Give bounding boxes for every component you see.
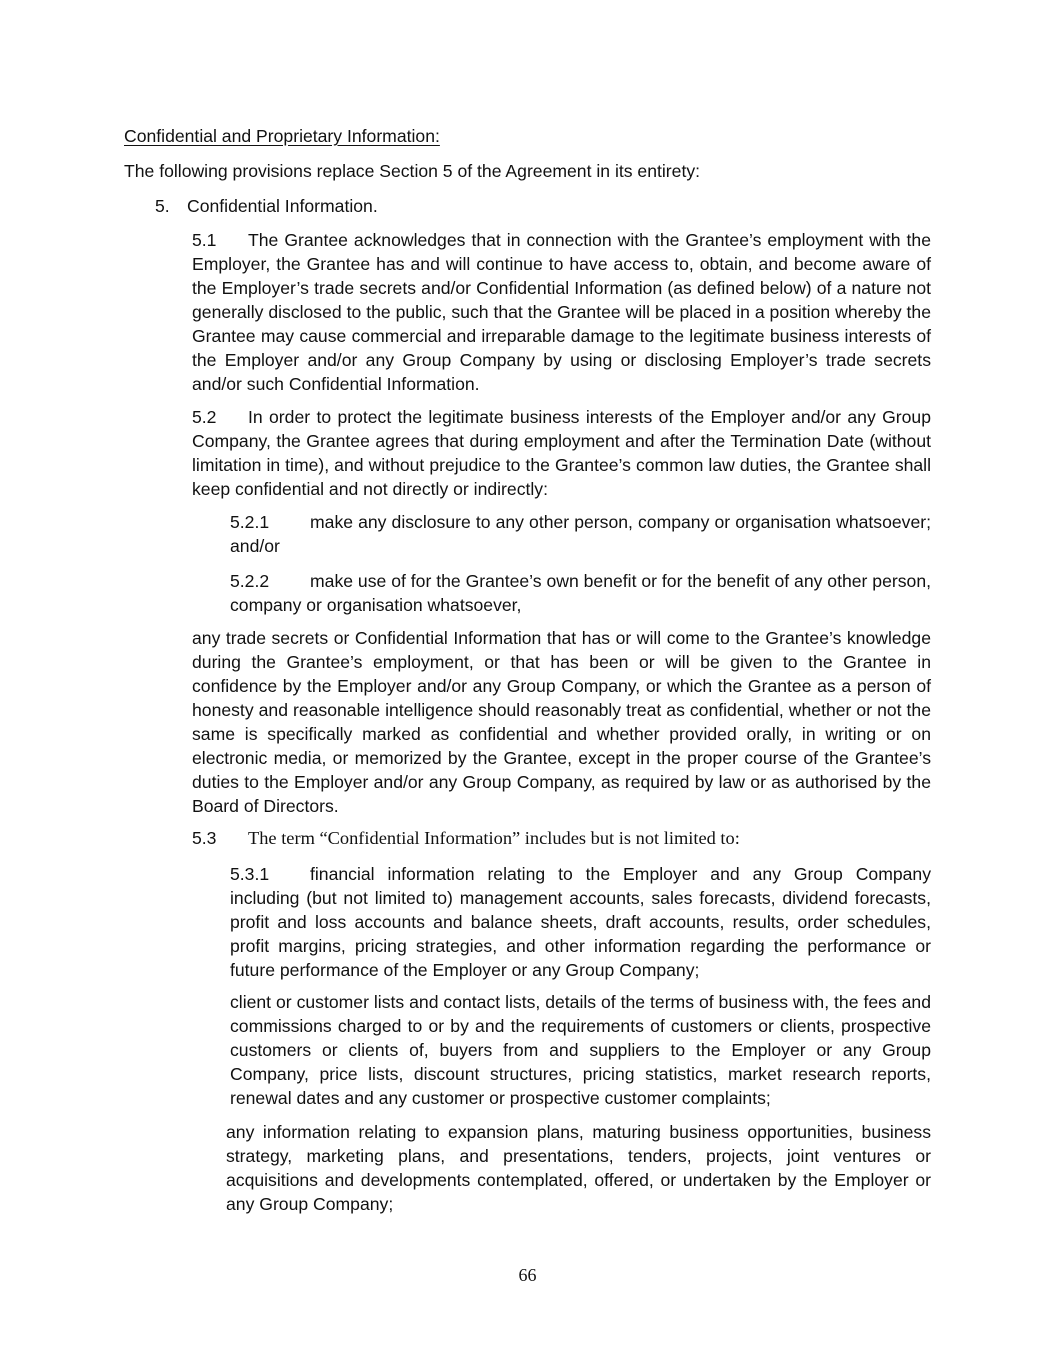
clause-5-2-2-number: 5.2.2	[230, 571, 270, 591]
clause-5-2	[192, 405, 931, 501]
section-5-title	[155, 194, 855, 218]
clause-5-3-number: 5.3	[192, 828, 217, 848]
clause-5-3-1	[230, 862, 931, 982]
clause-5-2-1-number: 5.2.1	[230, 512, 270, 532]
clause-5-3-1-number: 5.3.1	[230, 864, 270, 884]
clause-5-1-number: 5.1	[192, 230, 217, 250]
clause-5-1-text: The Grantee acknowledges that in connection with the Grantee’s employment with the Employer, the Grantee has and will continue to have access to, obtain, and become aware of the Employer’s trade secrets and/or Confidential Information (as defined below) of a nature not generally disclosed to the public, such that the Grantee will be placed in a position whereby the Grantee may cause commercial and irreparable damage to the legitimate business interests of the Employer and/or any Group Company by using or disclosing Employer’s trade secrets and/or such Confidential Information.	[192, 230, 931, 394]
clause-5-2-1-text: make any disclosure to any other person, company or organisation whatsoever; and/or	[230, 512, 931, 556]
clause-5-2-2	[230, 569, 931, 617]
clause-5-3-text: The term “Confidential Information” includes but is not limited to:	[248, 828, 740, 848]
section-5-label: Confidential Information.	[187, 196, 378, 216]
clause-5-3-1-text: financial information relating to the Employer and any Group Company including (but not limited to) management accounts, sales forecasts, dividend forecasts, profit and loss accounts and balance sheets, draft accounts, results, order schedules, profit margins, pricing strategies, and other information regarding the performance or future performance of the Employer or any Group Company;	[230, 864, 931, 980]
clause-5-2-2-text: make use of for the Grantee’s own benefit or for the benefit of any other person, company or organisation whatsoever,	[230, 571, 931, 615]
clause-client-lists: client or customer lists and contact lists, details of the terms of business with, the fees and commissions charged to or by and the requirements of customers or clients, prospective customers or clients of, buyers from and suppliers to the Employer or any Group Company, price lists, discount structures, pricing statistics, market research reports, renewal dates and any customer or prospective customer complaints;	[230, 992, 931, 1108]
clause-5-1	[192, 228, 931, 396]
clause-expansion-plans: any information relating to expansion plans, maturing business opportunities, business strategy, marketing plans, and presentations, tenders, projects, joint ventures or acquisitions and developments contemplated, offered, or undertaken by the Employer or any Group Company;	[226, 1122, 931, 1214]
page-number: 66	[518, 1265, 537, 1285]
clause-5-3	[192, 826, 931, 850]
section-5-number: 5.	[155, 196, 170, 216]
clause-5-2-tail: any trade secrets or Confidential Information that has or will come to the Grantee’s knowledge during the Grantee’s employment, or that has been or will be given to the Grantee in confidence by the Employer and/or any Group Company, or which the Grantee as a person of honesty and reasonable intelligence should reasonably treat as confidential, whether or not the same is specifically marked as confidential and whether provided orally, in writing or on electronic media, or memorized by the Grantee, except in the proper course of the Grantee’s duties to the Employer and/or any Group Company, as required by law or as authorised by the Board of Directors.	[192, 628, 931, 816]
clause-5-2-number: 5.2	[192, 407, 217, 427]
clause-5-2-text: In order to protect the legitimate business interests of the Employer and/or any Group Company, the Grantee agrees that during employment and after the Termination Date (without limitation in time), and without prejudice to the Grantee’s common law duties, the Grantee shall keep confidential and not directly or indirectly:	[192, 407, 931, 499]
clause-5-2-1	[230, 510, 931, 558]
section-heading: Confidential and Proprietary Information:	[124, 126, 440, 146]
intro-paragraph: The following provisions replace Section 5 of the Agreement in its entirety:	[124, 161, 701, 181]
